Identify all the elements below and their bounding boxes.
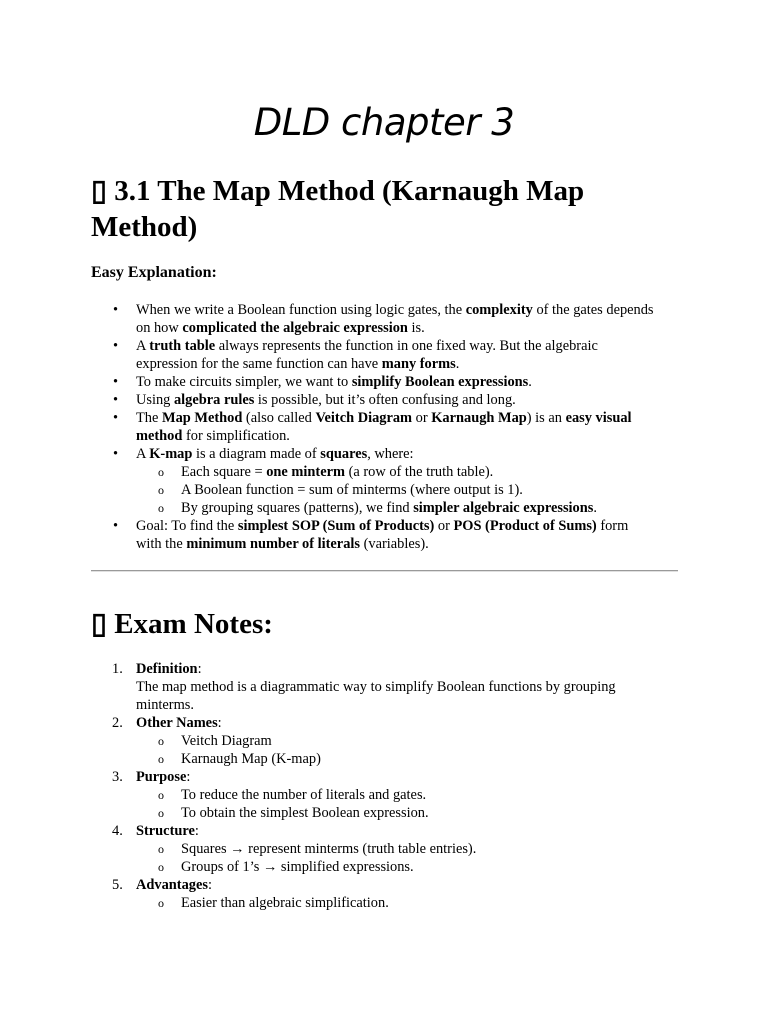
text: for simplification. bbox=[182, 428, 290, 444]
sub-list bbox=[136, 894, 681, 912]
text: minterms. bbox=[136, 697, 194, 713]
text: is a diagram made of bbox=[192, 446, 321, 462]
text: : bbox=[217, 715, 222, 731]
sub-bullet-marker: o bbox=[158, 465, 164, 479]
text: By grouping squares (patterns), we find bbox=[181, 500, 414, 516]
sub-list-item bbox=[136, 894, 681, 912]
explanation-list bbox=[91, 301, 681, 553]
bold-text: Map Method bbox=[161, 410, 243, 426]
text: form bbox=[596, 518, 629, 534]
sub-bullet-marker: o bbox=[158, 842, 164, 856]
list-item bbox=[91, 409, 681, 445]
numbered-item bbox=[91, 822, 681, 876]
text: A Boolean function = sum of minterms (where output is 1). bbox=[181, 482, 523, 498]
text: : bbox=[207, 877, 212, 893]
text: Karnaugh Map (K-map) bbox=[181, 751, 321, 767]
list-item bbox=[91, 373, 681, 391]
text: Veitch Diagram bbox=[181, 733, 272, 749]
sub-list bbox=[136, 732, 681, 768]
item-number: 1. bbox=[112, 661, 123, 677]
document-title: DLD chapter 3 bbox=[253, 101, 515, 144]
text: When we write a Boolean function using logic gates, the bbox=[136, 302, 466, 318]
sub-list bbox=[136, 840, 681, 876]
text: , where: bbox=[367, 446, 414, 462]
text: on how bbox=[136, 320, 183, 336]
term: Definition bbox=[136, 661, 198, 677]
sub-bullet-marker: o bbox=[158, 501, 164, 515]
bold-text: Veitch Diagram bbox=[315, 410, 413, 426]
numbered-item bbox=[91, 768, 681, 822]
text: always represents the function in one fixed way. But the algebraic bbox=[215, 338, 598, 354]
sub-list bbox=[136, 463, 681, 517]
bullet-marker: • bbox=[113, 518, 119, 534]
term: Structure bbox=[136, 823, 195, 839]
sub-bullet-marker: o bbox=[158, 860, 164, 874]
text: The map method is a diagrammatic way to simplify Boolean functions by grouping bbox=[136, 679, 616, 695]
bold-text: minimum number of literals bbox=[186, 536, 360, 552]
bold-text: algebra rules bbox=[173, 392, 255, 408]
bold-text: method bbox=[136, 428, 183, 444]
bullet-marker: • bbox=[113, 338, 119, 354]
section-heading-line1: 3.1 The Map Method (Karnaugh Map bbox=[114, 175, 585, 207]
item-number: 4. bbox=[112, 823, 123, 839]
sub-list-item bbox=[136, 858, 681, 876]
text: . bbox=[593, 500, 597, 516]
sub-bullet-marker: o bbox=[158, 788, 164, 802]
bullet-marker: • bbox=[113, 410, 119, 426]
text: or bbox=[412, 410, 432, 426]
text: of the gates depends bbox=[532, 302, 654, 318]
easy-explanation-label: Easy Explanation: bbox=[91, 264, 217, 281]
text: Using bbox=[136, 392, 174, 408]
sub-list-item bbox=[136, 463, 681, 481]
text: A bbox=[136, 446, 150, 462]
text: Squares → represent minterms (truth table entries). bbox=[181, 841, 477, 857]
text: Groups of 1’s → simplified expressions. bbox=[181, 859, 414, 875]
term: Advantages bbox=[136, 877, 208, 893]
list-item bbox=[91, 301, 681, 337]
bullet-marker: • bbox=[113, 392, 119, 408]
section-heading-text: Exam Notes: bbox=[114, 608, 273, 640]
bold-text: many forms bbox=[381, 356, 456, 372]
bold-text: one minterm bbox=[266, 464, 345, 480]
text: (a row of the truth table). bbox=[344, 464, 494, 480]
term: Other Names bbox=[136, 715, 218, 731]
bold-text: complexity bbox=[465, 302, 533, 318]
section-heading-exam-notes bbox=[91, 606, 681, 642]
sub-list-item bbox=[136, 499, 681, 517]
sub-list bbox=[136, 786, 681, 822]
text: . bbox=[455, 356, 460, 372]
text: is. bbox=[407, 320, 425, 336]
bold-text: POS (Product of Sums) bbox=[453, 518, 597, 534]
bold-text: Karnaugh Map bbox=[431, 410, 527, 426]
item-number: 2. bbox=[112, 715, 123, 731]
sub-bullet-marker: o bbox=[158, 896, 164, 910]
text: A bbox=[136, 338, 150, 354]
text: or bbox=[434, 518, 454, 534]
text: . bbox=[528, 374, 532, 390]
text: Each square = bbox=[181, 464, 267, 480]
item-number: 5. bbox=[112, 877, 123, 893]
text: with the bbox=[136, 536, 187, 552]
list-item bbox=[91, 391, 681, 409]
text: (variables). bbox=[360, 536, 429, 552]
horizontal-divider bbox=[91, 570, 678, 572]
numbered-item bbox=[91, 714, 681, 768]
list-item bbox=[91, 445, 681, 517]
text: : bbox=[197, 661, 202, 677]
numbered-item bbox=[91, 660, 681, 714]
unsupported-glyph-icon: ▯ bbox=[91, 175, 107, 207]
sub-bullet-marker: o bbox=[158, 483, 164, 497]
sub-list-item bbox=[136, 732, 681, 750]
text: To obtain the simplest Boolean expression. bbox=[181, 805, 429, 821]
bold-text: easy visual bbox=[565, 410, 632, 426]
text: To reduce the number of literals and gates. bbox=[181, 787, 427, 803]
text: The bbox=[136, 410, 162, 426]
bold-text: squares bbox=[320, 446, 368, 462]
text: : bbox=[194, 823, 199, 839]
sub-list-item bbox=[136, 840, 681, 858]
bullet-marker: • bbox=[113, 374, 119, 390]
sub-list-item bbox=[136, 786, 681, 804]
sub-bullet-marker: o bbox=[158, 806, 164, 820]
text: : bbox=[186, 769, 191, 785]
list-item bbox=[91, 517, 681, 553]
sub-bullet-marker: o bbox=[158, 752, 164, 766]
bold-text: K-map bbox=[149, 446, 193, 462]
text: is possible, but it’s often confusing and long. bbox=[254, 392, 516, 408]
text: ) is an bbox=[526, 410, 566, 426]
sub-list-item bbox=[136, 804, 681, 822]
section-heading-map-method bbox=[91, 173, 681, 245]
numbered-item bbox=[91, 876, 681, 912]
bold-text: simpler algebraic expressions bbox=[413, 500, 594, 516]
text: Easier than algebraic simplification. bbox=[181, 895, 389, 911]
bullet-marker: • bbox=[113, 446, 119, 462]
exam-notes-list bbox=[91, 660, 681, 912]
text: Goal: To find the bbox=[136, 518, 238, 534]
text: expression for the same function can have bbox=[136, 356, 382, 372]
term: Purpose bbox=[136, 769, 187, 785]
text: (also called bbox=[242, 410, 316, 426]
sub-list-item bbox=[136, 750, 681, 768]
list-item bbox=[91, 337, 681, 373]
bold-text: simplest SOP (Sum of Products) bbox=[237, 518, 435, 534]
bold-text: truth table bbox=[149, 338, 216, 354]
sub-bullet-marker: o bbox=[158, 734, 164, 748]
bold-text: complicated the algebraic expression bbox=[182, 320, 408, 336]
sub-list-item bbox=[136, 481, 681, 499]
item-number: 3. bbox=[112, 769, 123, 785]
section-heading-line2: Method) bbox=[91, 211, 198, 243]
text: To make circuits simpler, we want to bbox=[136, 374, 352, 390]
unsupported-glyph-icon: ▯ bbox=[91, 608, 107, 640]
bold-text: simplify Boolean expressions bbox=[351, 374, 529, 390]
bullet-marker: • bbox=[113, 302, 119, 318]
